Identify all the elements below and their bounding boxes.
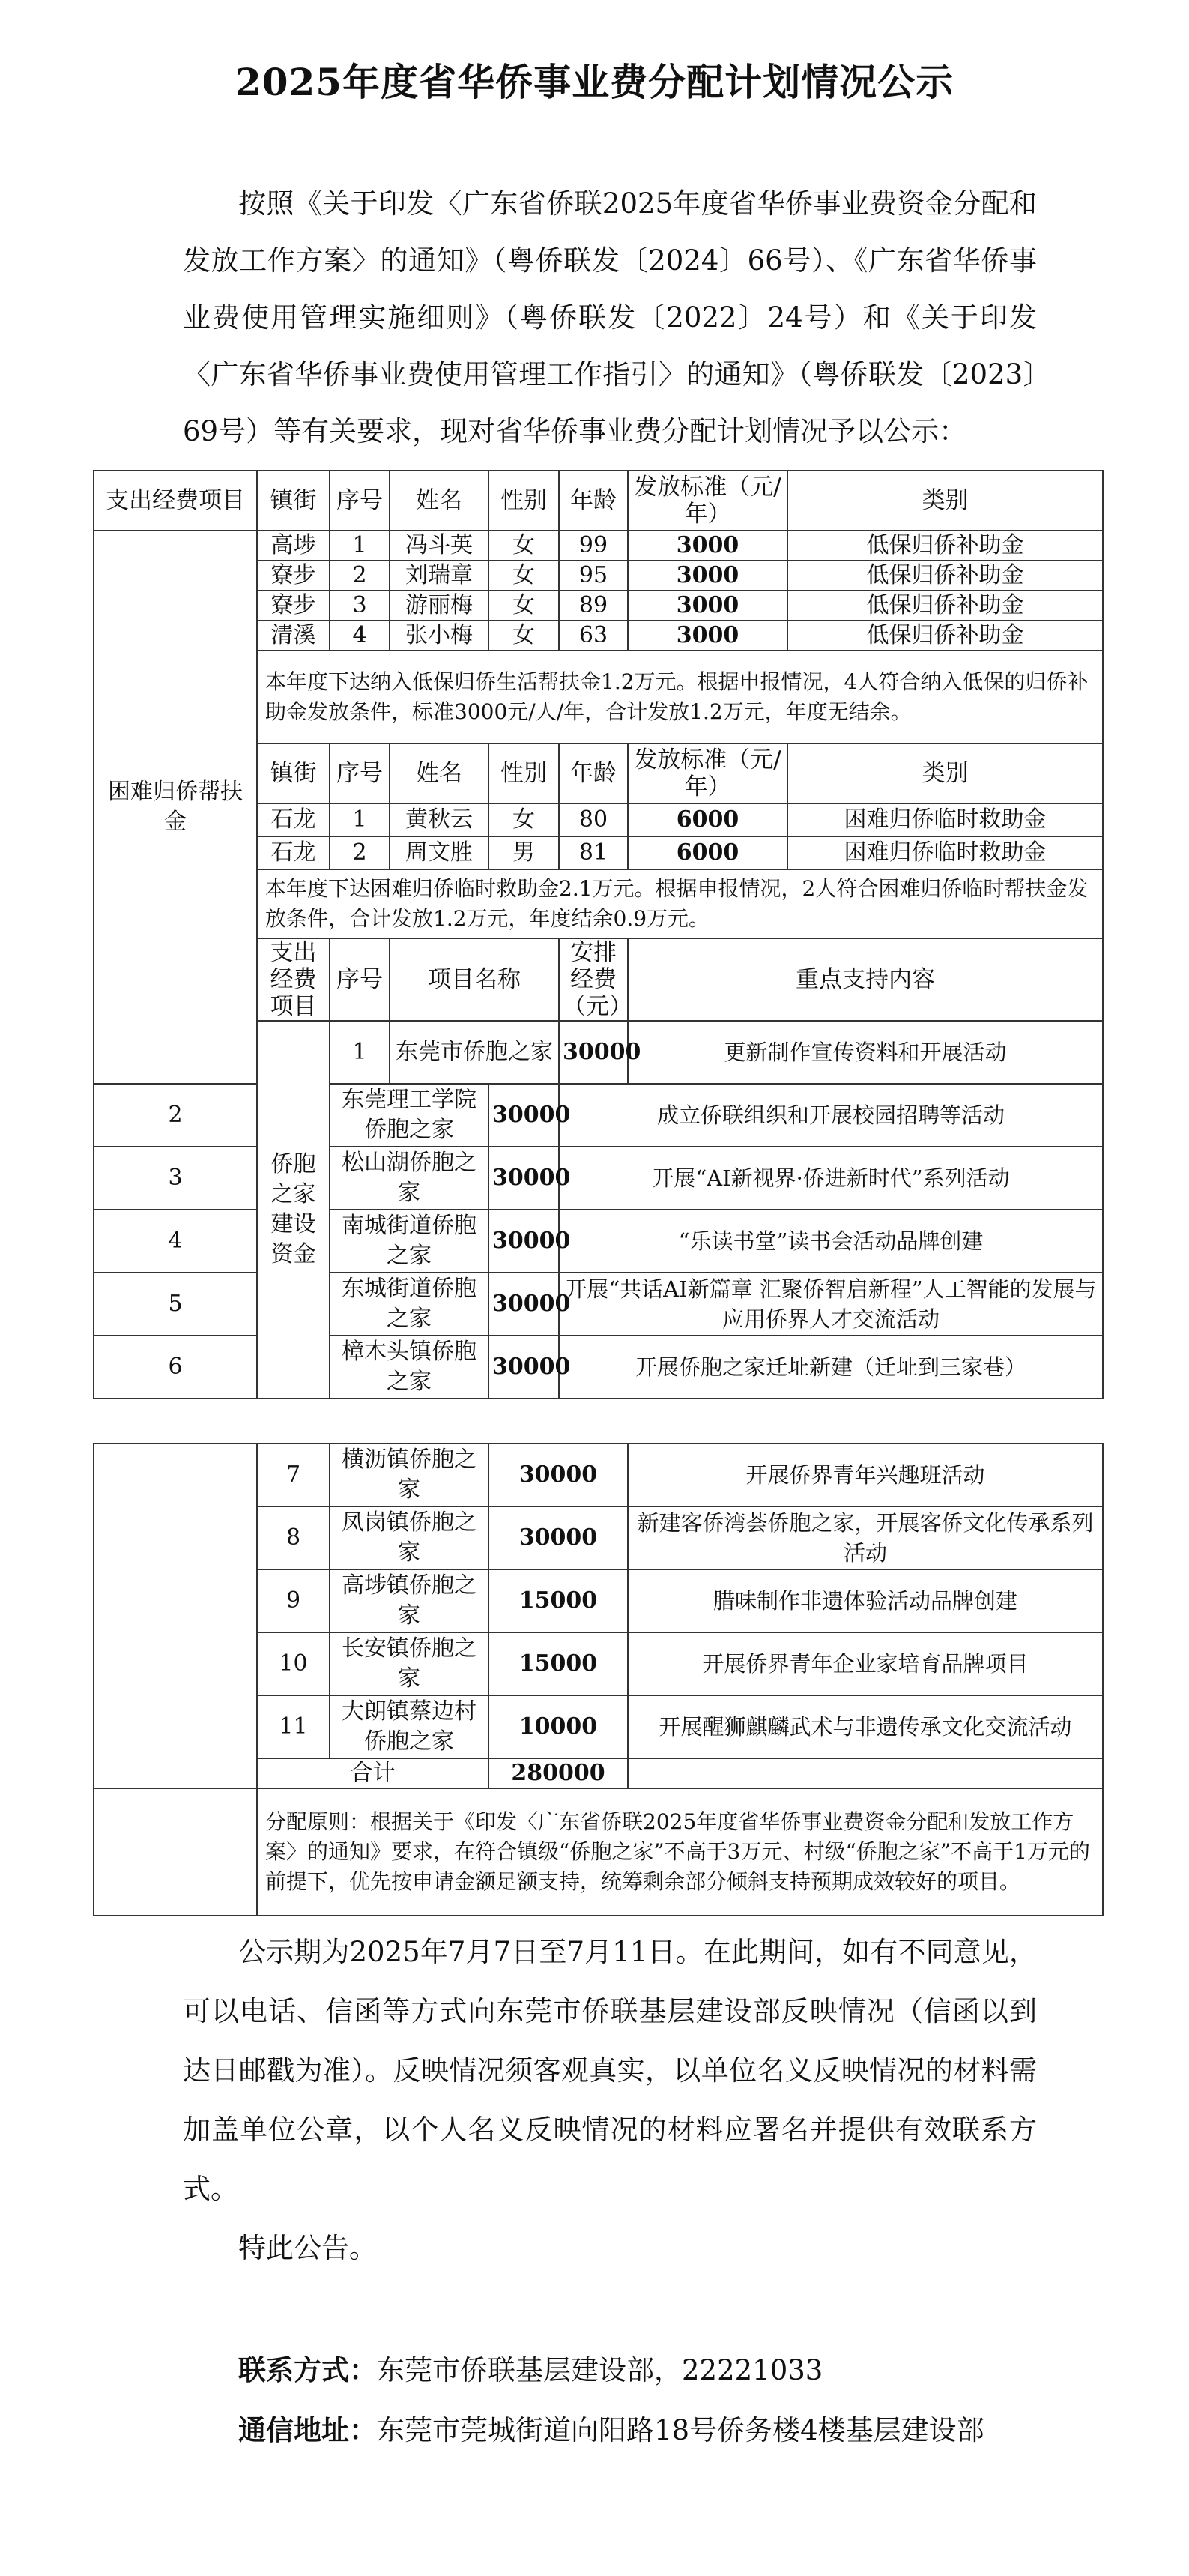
table-cell: 冯斗英	[390, 531, 488, 561]
table-cell: 4	[94, 1210, 257, 1273]
table-cell: 南城街道侨胞之家	[330, 1210, 488, 1273]
table-cell: 樟木头镇侨胞之家	[330, 1336, 488, 1399]
table-cell: 东城街道侨胞之家	[330, 1273, 488, 1336]
table-cell: 11	[257, 1695, 330, 1758]
column-header: 类别	[787, 471, 1103, 531]
table-cell: 6	[94, 1336, 257, 1399]
table-cell: 女	[488, 531, 559, 561]
table-cell: 游丽梅	[390, 591, 488, 621]
table-cell: 困难归侨临时救助金	[787, 803, 1103, 836]
table-cell: 30000	[488, 1506, 628, 1569]
table-cell: 腊味制作非遗体验活动品牌创建	[628, 1569, 1103, 1632]
column-header: 序号	[330, 471, 390, 531]
table-cell: 高埗镇侨胞之家	[330, 1569, 488, 1632]
table-cell: 30000	[488, 1336, 559, 1399]
table-cell: 30000	[488, 1210, 559, 1273]
table-cell: 15000	[488, 1569, 628, 1632]
intro-paragraph	[183, 175, 1037, 460]
total-value: 280000	[488, 1758, 628, 1788]
table-cell: 99	[559, 531, 628, 561]
principle-note: 分配原则：根据关于《印发〈广东省侨联2025年度省华侨事业费资金分配和发放工作方案〉的通知》要求，在符合镇级“侨胞之家”不高于3万元、村级“侨胞之家”不高于1万元的前提下，优先按申请金额足额支持，统筹剩余部分倾斜支持预期成效较好的项目。	[257, 1788, 1103, 1916]
table-cell: 30000	[488, 1273, 559, 1336]
table-cell: 3000	[628, 561, 787, 591]
table-cell: 1	[330, 803, 390, 836]
table-cell: 1	[330, 1021, 390, 1084]
table-cell: 89	[559, 591, 628, 621]
column-header: 性别	[488, 743, 559, 803]
table-cell: 成立侨联组织和开展校园招聘等活动	[559, 1084, 1103, 1147]
column-header: 镇街	[257, 471, 330, 531]
table-cell: 3000	[628, 531, 787, 561]
table-cell: 81	[559, 836, 628, 869]
table-cell: 低保归侨补助金	[787, 591, 1103, 621]
project-name-cell-empty	[94, 1444, 257, 1788]
table-cell: 7	[257, 1444, 330, 1506]
address-label: 通信地址：	[238, 2414, 377, 2446]
table-cell: 低保归侨补助金	[787, 621, 1103, 651]
table-cell: 大朗镇蔡边村侨胞之家	[330, 1695, 488, 1758]
project-name-cell: 困难归侨帮扶金	[94, 531, 257, 1084]
table-cell: 男	[488, 836, 559, 869]
table-cell: 低保归侨补助金	[787, 561, 1103, 591]
table-cell: 周文胜	[390, 836, 488, 869]
table-cell: 女	[488, 561, 559, 591]
notice-section	[183, 1922, 1037, 2278]
table-row	[94, 1084, 1103, 1147]
table-cell: 高埗	[257, 531, 330, 561]
table-cell: 63	[559, 621, 628, 651]
contact-section	[183, 2341, 1037, 2461]
project-name-cell: 侨胞之家建设资金	[257, 1021, 330, 1399]
project-column-header: 支出经费项目	[94, 471, 257, 531]
table-row	[94, 1336, 1103, 1399]
table-cell: 清溪	[257, 621, 330, 651]
principle-left-cell	[94, 1788, 257, 1916]
table-row	[94, 1444, 1103, 1506]
table-cell: 女	[488, 803, 559, 836]
table-cell: 女	[488, 621, 559, 651]
table-cell: “乐读书堂”读书会活动品牌创建	[559, 1210, 1103, 1273]
note-cell: 本年度下达纳入低保归侨生活帮扶金1.2万元。根据申报情况，4人符合纳入低保的归侨补助金发放条件，标准3000元/人/年，合计发放1.2万元，年度无结余。	[257, 651, 1103, 743]
column-header: 项目名称	[390, 938, 559, 1021]
table-cell: 开展侨界青年企业家培育品牌项目	[628, 1632, 1103, 1695]
column-header: 性别	[488, 471, 559, 531]
column-header: 重点支持内容	[628, 938, 1103, 1021]
table-row	[94, 1273, 1103, 1336]
column-header: 镇街	[257, 743, 330, 803]
table-cell: 3	[94, 1147, 257, 1210]
column-header: 年龄	[559, 743, 628, 803]
table-cell: 困难归侨临时救助金	[787, 836, 1103, 869]
closing-text: 特此公告。	[238, 2232, 377, 2264]
note-cell: 本年度下达困难归侨临时救助金2.1万元。根据申报情况，2人符合困难归侨临时帮扶金发放条件，合计发放1.2万元，年度结余0.9万元。	[257, 869, 1103, 938]
contact-label: 联系方式：	[238, 2354, 377, 2386]
table-cell: 6000	[628, 836, 787, 869]
table-cell: 30000	[488, 1084, 559, 1147]
table-cell: 张小梅	[390, 621, 488, 651]
column-header: 序号	[330, 743, 390, 803]
table-row	[94, 1210, 1103, 1273]
table-cell: 9	[257, 1569, 330, 1632]
table-cell: 95	[559, 561, 628, 591]
intro-text: 按照《关于印发〈广东省侨联2025年度省华侨事业费资金分配和发放工作方案〉的通知》（粤侨联发〔2024〕66号）、《广东省华侨事业费使用管理实施细则》（粤侨联发〔2022〕24号）和《关于印发〈广东省华侨事业费使用管理工作指引〉的通知》（粤侨联发〔2023〕69号）等有关要求，现对省华侨事业费分配计划情况予以公示：	[183, 187, 1037, 447]
table-cell: 开展醒狮麒麟武术与非遗传承文化交流活动	[628, 1695, 1103, 1758]
column-header: 序号	[330, 938, 390, 1021]
table-cell: 横沥镇侨胞之家	[330, 1444, 488, 1506]
contact-value: 东莞市侨联基层建设部，22221033	[377, 2354, 823, 2386]
table-cell: 松山湖侨胞之家	[330, 1147, 488, 1210]
table-cell: 东莞市侨胞之家	[390, 1021, 559, 1084]
table-cell: 4	[330, 621, 390, 651]
total-blank	[628, 1758, 1103, 1788]
column-header: 姓名	[390, 743, 488, 803]
table-cell: 10	[257, 1632, 330, 1695]
column-header: 姓名	[390, 471, 488, 531]
table-cell: 开展“AI新视界·侨进新时代”系列活动	[559, 1147, 1103, 1210]
table-cell: 1	[330, 531, 390, 561]
table-cell: 女	[488, 591, 559, 621]
table-cell: 东莞理工学院侨胞之家	[330, 1084, 488, 1147]
allocation-table-part2	[93, 1443, 1104, 1916]
table-cell: 寮步	[257, 561, 330, 591]
column-header: 安排经费（元）	[559, 938, 628, 1021]
table-cell: 寮步	[257, 591, 330, 621]
column-header: 发放标准（元/年）	[628, 471, 787, 531]
column-header: 类别	[787, 743, 1103, 803]
table-cell: 新建客侨湾荟侨胞之家，开展客侨文化传承系列活动	[628, 1506, 1103, 1569]
relief-header-row	[94, 471, 1103, 531]
table-cell: 30000	[488, 1444, 628, 1506]
principle-row	[94, 1788, 1103, 1916]
notice-period-text: 公示期为2025年7月7日至7月11日。在此期间，如有不同意见，可以电话、信函等方式向东莞市侨联基层建设部反映情况（信函以到达日邮戳为准）。反映情况须客观真实，以单位名义反映情况的材料需加盖单位公章，以个人名义反映情况的材料应署名并提供有效联系方式。	[183, 1936, 1037, 2205]
address-line	[183, 2401, 1037, 2461]
table-row	[94, 531, 1103, 561]
address-value: 东莞市莞城街道向阳路18号侨务楼4楼基层建设部	[377, 2414, 984, 2446]
table-cell: 10000	[488, 1695, 628, 1758]
table-cell: 刘瑞章	[390, 561, 488, 591]
table-cell: 15000	[488, 1632, 628, 1695]
table-cell: 2	[330, 836, 390, 869]
table-cell: 5	[94, 1273, 257, 1336]
page-title: 2025年度省华侨事业费分配计划情况公示	[235, 60, 954, 104]
allocation-table-part1	[93, 470, 1104, 1399]
table-cell: 石龙	[257, 836, 330, 869]
table-cell: 30000	[488, 1147, 559, 1210]
table-cell: 开展侨胞之家迁址新建（迁址到三家巷）	[559, 1336, 1103, 1399]
total-label: 合计	[257, 1758, 488, 1788]
table-cell: 3000	[628, 621, 787, 651]
table-cell: 30000	[559, 1021, 628, 1084]
contact-line	[183, 2341, 1037, 2401]
table-cell: 6000	[628, 803, 787, 836]
table-cell: 开展侨界青年兴趣班活动	[628, 1444, 1103, 1506]
table-cell: 80	[559, 803, 628, 836]
table-cell: 开展“共话AI新篇章 汇聚侨智启新程”人工智能的发展与应用侨界人才交流活动	[559, 1273, 1103, 1336]
table-cell: 低保归侨补助金	[787, 531, 1103, 561]
table-cell: 凤岗镇侨胞之家	[330, 1506, 488, 1569]
column-header: 发放标准（元/年）	[628, 743, 787, 803]
project-column-header: 支出经费项目	[257, 938, 330, 1021]
table-cell: 黄秋云	[390, 803, 488, 836]
table-cell: 2	[94, 1084, 257, 1147]
table-cell: 3	[330, 591, 390, 621]
table-cell: 8	[257, 1506, 330, 1569]
table-row	[94, 1147, 1103, 1210]
table-cell: 更新制作宣传资料和开展活动	[628, 1021, 1103, 1084]
table-cell: 长安镇侨胞之家	[330, 1632, 488, 1695]
table-cell: 石龙	[257, 803, 330, 836]
column-header: 年龄	[559, 471, 628, 531]
table-cell: 2	[330, 561, 390, 591]
table-cell: 3000	[628, 591, 787, 621]
